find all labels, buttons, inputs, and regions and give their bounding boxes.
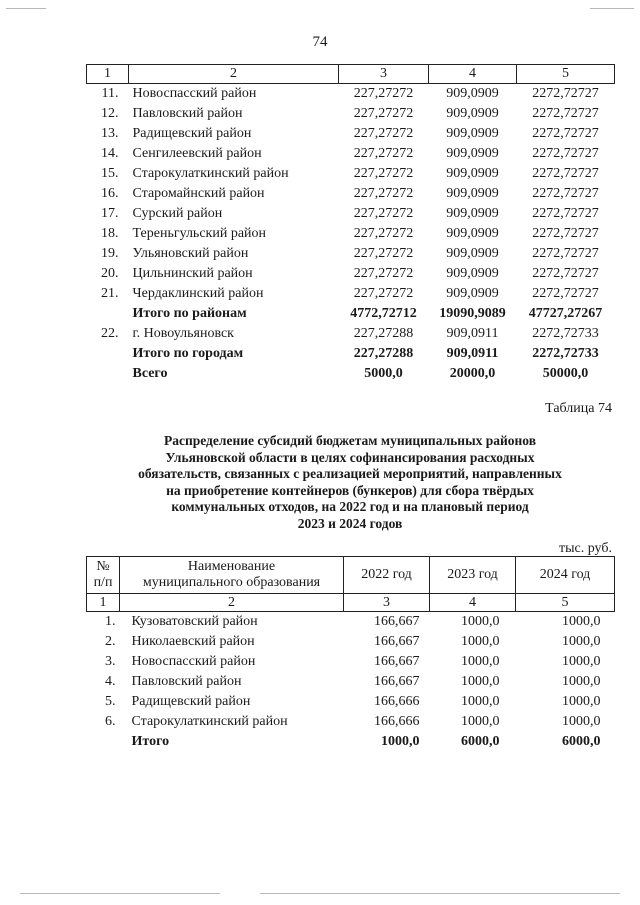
row-name: Старомайнский район — [132, 186, 265, 201]
table-row — [87, 204, 615, 224]
row-value-2024: 2272,72727 — [532, 186, 599, 201]
row-value-2023: 1000,0 — [461, 674, 500, 689]
row-number: 15. — [101, 166, 119, 181]
table-row — [87, 124, 615, 144]
row-value-2023: 1000,0 — [461, 694, 500, 709]
row-name: г. Новоульяновск — [132, 326, 234, 341]
row-value-2024: 1000,0 — [562, 634, 601, 649]
row-number: 13. — [101, 126, 119, 141]
column-index: 4 — [429, 65, 517, 84]
row-number: 21. — [101, 286, 119, 301]
row-value-2024: 1000,0 — [562, 714, 601, 729]
row-value-2024: 2272,72727 — [532, 286, 599, 301]
row-value-2022: 5000,0 — [364, 366, 403, 381]
row-number — [87, 364, 129, 384]
page-number: 74 — [312, 34, 328, 50]
row-value-2022: 166,667 — [374, 634, 420, 649]
row-number: 16. — [101, 186, 119, 201]
row-value-2023: 1000,0 — [461, 614, 500, 629]
header-name — [120, 557, 344, 594]
row-name: Старокулаткинский район — [131, 714, 288, 729]
row-value-2022: 227,27272 — [353, 126, 414, 141]
row-name: Радищевский район — [132, 126, 252, 141]
header-year-2023: 2023 год — [430, 557, 516, 594]
row-name: Новоспасский район — [131, 654, 256, 669]
row-number: 20. — [101, 266, 119, 281]
subsidy-table-continued — [86, 64, 615, 384]
row-value-2022: 166,667 — [374, 674, 420, 689]
table-row — [87, 712, 615, 732]
row-value-2023: 909,0911 — [446, 326, 499, 341]
row-value-2023: 6000,0 — [461, 734, 500, 749]
row-value-2022: 227,27272 — [353, 106, 414, 121]
row-value-2024: 6000,0 — [562, 734, 601, 749]
table-row — [87, 144, 615, 164]
title-line: на приобретение контейнеров (бункеров) для сбора твёрдых — [166, 482, 534, 498]
header-text: № — [96, 559, 110, 574]
table-label: Таблица 74 — [545, 401, 612, 416]
row-value-2024: 2272,72727 — [532, 106, 599, 121]
table-row — [87, 184, 615, 204]
row-name: Новоспасский район — [132, 86, 257, 101]
table-row — [87, 244, 615, 264]
scan-artifact — [6, 8, 46, 9]
table-row — [87, 692, 615, 712]
row-name: Всего — [132, 366, 168, 381]
row-value-2023: 909,0909 — [446, 206, 499, 221]
row-number: 12. — [101, 106, 119, 121]
row-value-2022: 166,666 — [374, 714, 420, 729]
row-value-2024: 47727,27267 — [528, 306, 603, 321]
title-line: Ульяновской области в целях софинансирования расходных — [165, 449, 535, 465]
row-value-2022: 227,27272 — [353, 86, 414, 101]
row-value-2023: 909,0909 — [446, 166, 499, 181]
row-value-2024: 2272,72727 — [532, 226, 599, 241]
row-value-2022: 227,27272 — [353, 186, 414, 201]
header-text: Наименование — [187, 559, 276, 574]
total-row — [87, 732, 615, 752]
row-name: Старокулаткинский район — [132, 166, 289, 181]
column-index: 2 — [120, 594, 344, 612]
row-number: 2. — [105, 634, 116, 649]
row-value-2023: 909,0909 — [446, 246, 499, 261]
row-value-2022: 227,27288 — [353, 346, 414, 361]
title-line: коммунальных отходов, на 2022 год и на плановый период — [171, 499, 529, 514]
row-name: Ульяновский район — [132, 246, 249, 261]
row-number — [87, 304, 129, 324]
column-index: 1 — [87, 65, 129, 84]
row-number: 4. — [105, 674, 116, 689]
row-value-2022: 4772,72712 — [350, 306, 417, 321]
column-index: 5 — [517, 65, 615, 84]
row-number: 1. — [105, 614, 116, 629]
table-row — [87, 164, 615, 184]
header-year-2024: 2024 год — [516, 557, 615, 594]
header-year-2022: 2022 год — [344, 557, 430, 594]
row-number: 22. — [101, 326, 119, 341]
column-index: 3 — [344, 594, 430, 612]
row-value-2024: 2272,72733 — [532, 346, 599, 361]
table-title — [90, 433, 610, 532]
row-name: Николаевский район — [131, 634, 255, 649]
row-value-2024: 2272,72727 — [532, 266, 599, 281]
row-value-2023: 1000,0 — [461, 654, 500, 669]
table-row — [87, 324, 615, 344]
total-row — [87, 344, 615, 364]
row-name: Павловский район — [131, 674, 242, 689]
header-text: п/п — [93, 575, 113, 590]
row-value-2022: 166,667 — [374, 614, 420, 629]
table-row — [87, 224, 615, 244]
row-name: Итого по городам — [132, 346, 244, 361]
row-number: 19. — [101, 246, 119, 261]
table-row — [87, 84, 615, 105]
row-name: Чердаклинский район — [132, 286, 264, 301]
total-row — [87, 304, 615, 324]
row-value-2024: 2272,72727 — [532, 206, 599, 221]
row-value-2022: 227,27272 — [353, 146, 414, 161]
row-value-2023: 909,0909 — [446, 86, 499, 101]
row-value-2023: 909,0909 — [446, 186, 499, 201]
row-value-2022: 1000,0 — [381, 734, 420, 749]
table-row — [87, 104, 615, 124]
table-row — [87, 652, 615, 672]
row-number: 3. — [105, 654, 116, 669]
row-number: 6. — [105, 714, 116, 729]
row-value-2023: 909,0909 — [446, 126, 499, 141]
row-number: 5. — [105, 694, 116, 709]
row-value-2022: 227,27272 — [353, 286, 414, 301]
row-value-2023: 909,0909 — [446, 146, 499, 161]
row-value-2023: 19090,9089 — [439, 306, 506, 321]
table-row — [87, 264, 615, 284]
column-index: 3 — [339, 65, 429, 84]
row-number: 18. — [101, 226, 119, 241]
row-name: Цильнинский район — [132, 266, 253, 281]
unit-label: тыс. руб. — [559, 541, 612, 556]
row-number: 17. — [101, 206, 119, 221]
column-index-row — [87, 65, 615, 84]
column-index: 2 — [129, 65, 339, 84]
row-number: 11. — [101, 86, 119, 101]
row-name: Тереньгульский район — [132, 226, 267, 241]
header-row — [87, 557, 615, 594]
title-line: обязательств, связанных с реализацией мероприятий, направленных — [138, 466, 562, 481]
row-number — [87, 732, 120, 752]
row-value-2024: 2272,72727 — [532, 246, 599, 261]
row-value-2024: 1000,0 — [562, 694, 601, 709]
row-value-2024: 1000,0 — [562, 614, 601, 629]
scan-artifact — [260, 893, 620, 894]
row-value-2022: 227,27272 — [353, 246, 414, 261]
title-line: Распределение субсидий бюджетам муниципальных районов — [163, 433, 537, 448]
row-value-2024: 1000,0 — [562, 674, 601, 689]
total-row — [87, 364, 615, 384]
table-row — [87, 284, 615, 304]
scan-artifact — [590, 8, 634, 9]
row-value-2023: 909,0909 — [446, 266, 499, 281]
row-value-2023: 909,0909 — [446, 226, 499, 241]
row-value-2024: 2272,72727 — [532, 166, 599, 181]
row-value-2024: 50000,0 — [542, 366, 589, 381]
row-value-2022: 166,666 — [374, 694, 420, 709]
row-value-2022: 166,667 — [374, 654, 420, 669]
column-index: 4 — [430, 594, 516, 612]
row-value-2022: 227,27272 — [353, 206, 414, 221]
row-value-2023: 1000,0 — [461, 634, 500, 649]
row-value-2024: 2272,72727 — [532, 146, 599, 161]
table-row — [87, 672, 615, 692]
row-value-2024: 2272,72727 — [532, 86, 599, 101]
row-value-2023: 1000,0 — [461, 714, 500, 729]
header-text: муниципального образования — [142, 575, 321, 590]
table-row — [87, 632, 615, 652]
row-value-2024: 1000,0 — [562, 654, 601, 669]
table-row — [87, 612, 615, 633]
row-name: Сурский район — [132, 206, 223, 221]
row-value-2023: 909,0911 — [446, 346, 499, 361]
row-name: Кузоватовский район — [131, 614, 258, 629]
column-index: 1 — [87, 594, 120, 612]
row-value-2022: 227,27272 — [353, 226, 414, 241]
row-name: Радищевский район — [131, 694, 251, 709]
column-index-row — [87, 594, 615, 612]
title-line: 2023 и 2024 годов — [297, 515, 403, 531]
row-number: 14. — [101, 146, 119, 161]
row-value-2023: 909,0909 — [446, 106, 499, 121]
row-number — [87, 344, 129, 364]
column-index: 5 — [516, 594, 615, 612]
containers-subsidy-table — [86, 556, 615, 752]
row-name: Итого — [131, 734, 170, 749]
row-value-2024: 2272,72727 — [532, 126, 599, 141]
row-value-2023: 909,0909 — [446, 286, 499, 301]
row-value-2022: 227,27272 — [353, 266, 414, 281]
row-value-2022: 227,27272 — [353, 166, 414, 181]
row-name: Итого по районам — [132, 306, 247, 321]
scan-artifact — [20, 893, 220, 894]
row-value-2023: 20000,0 — [449, 366, 496, 381]
row-value-2024: 2272,72733 — [532, 326, 599, 341]
row-value-2022: 227,27288 — [353, 326, 414, 341]
row-name: Сенгилеевский район — [132, 146, 262, 161]
row-name: Павловский район — [132, 106, 243, 121]
header-number — [87, 557, 120, 594]
